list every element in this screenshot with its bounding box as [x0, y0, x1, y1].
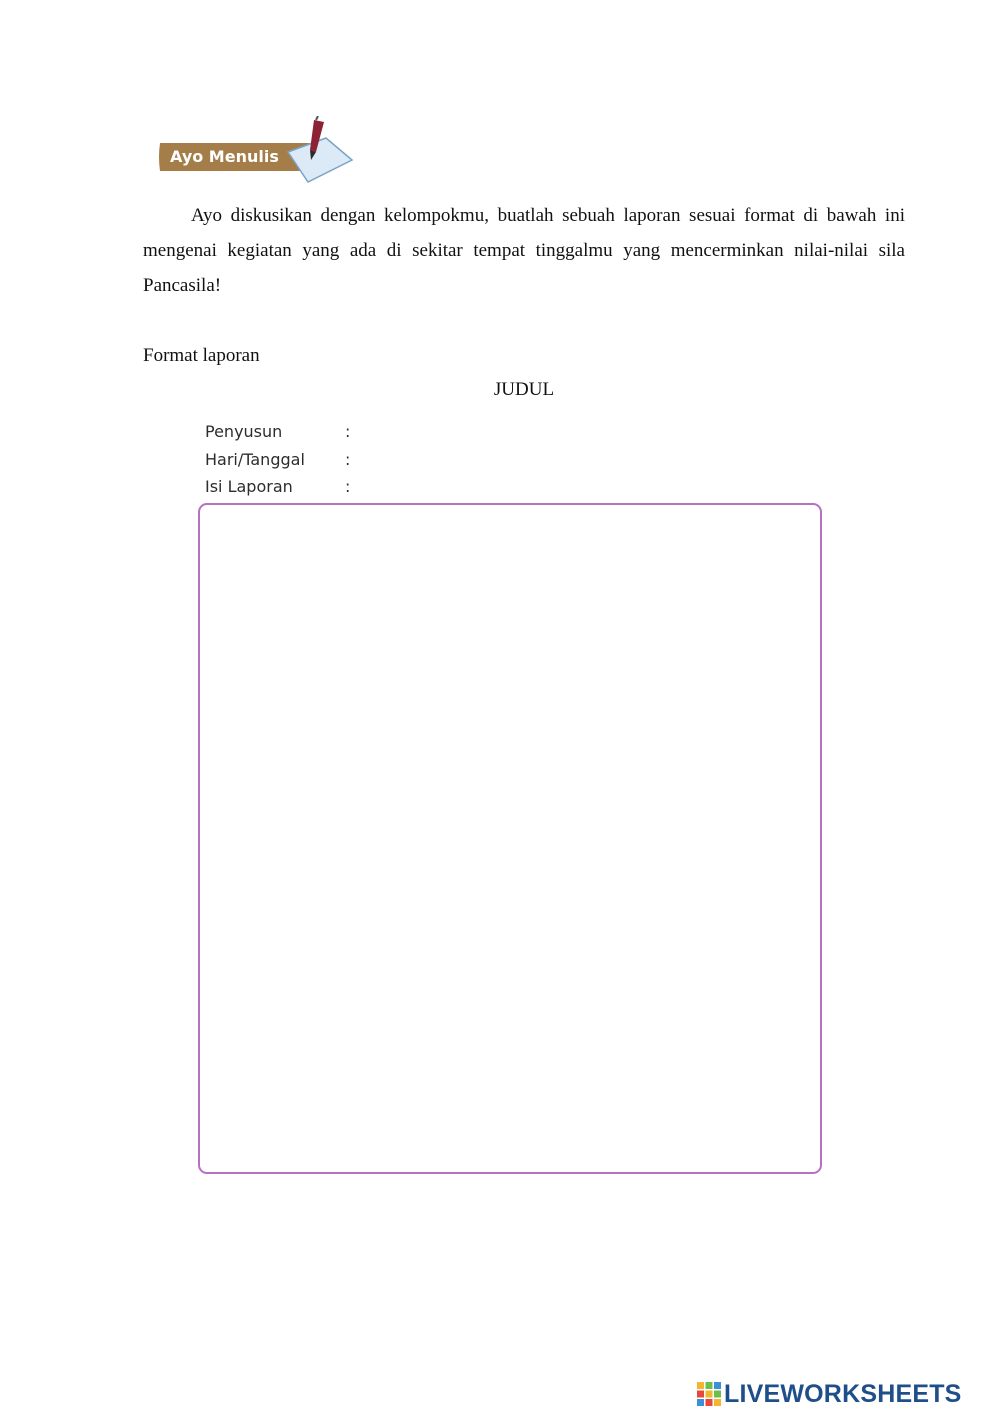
- liveworksheets-logo: [697, 1378, 962, 1410]
- banner-title: Ayo Menulis: [170, 147, 279, 166]
- report-fields: [205, 418, 365, 501]
- field-label: Hari/Tanggal: [205, 449, 305, 469]
- liveworksheets-grid-icon: [697, 1382, 721, 1406]
- format-label: Format laporan: [143, 345, 260, 366]
- field-hari-tanggal: [205, 446, 365, 474]
- field-colon: :: [345, 477, 351, 496]
- instruction-paragraph: Ayo diskusikan dengan kelompokmu, buatlah sebuah laporan sesuai format di bawah ini mengenai kegiatan yang ada di sekitar tempat tinggalmu yang mencerminkan nilai-nilai sila Pancasila!: [143, 205, 905, 296]
- report-answer-box[interactable]: [198, 503, 822, 1174]
- field-isi-laporan: [205, 473, 365, 501]
- report-title: JUDUL: [493, 379, 555, 400]
- field-colon: :: [345, 422, 351, 441]
- field-colon: :: [345, 449, 351, 469]
- field-label: Penyusun: [205, 422, 283, 441]
- brand-name: LIVEWORKSHEETS: [724, 1379, 962, 1408]
- pencil-paper-icon: [288, 116, 352, 182]
- field-penyusun: [205, 418, 365, 446]
- field-label: Isi Laporan: [205, 477, 293, 496]
